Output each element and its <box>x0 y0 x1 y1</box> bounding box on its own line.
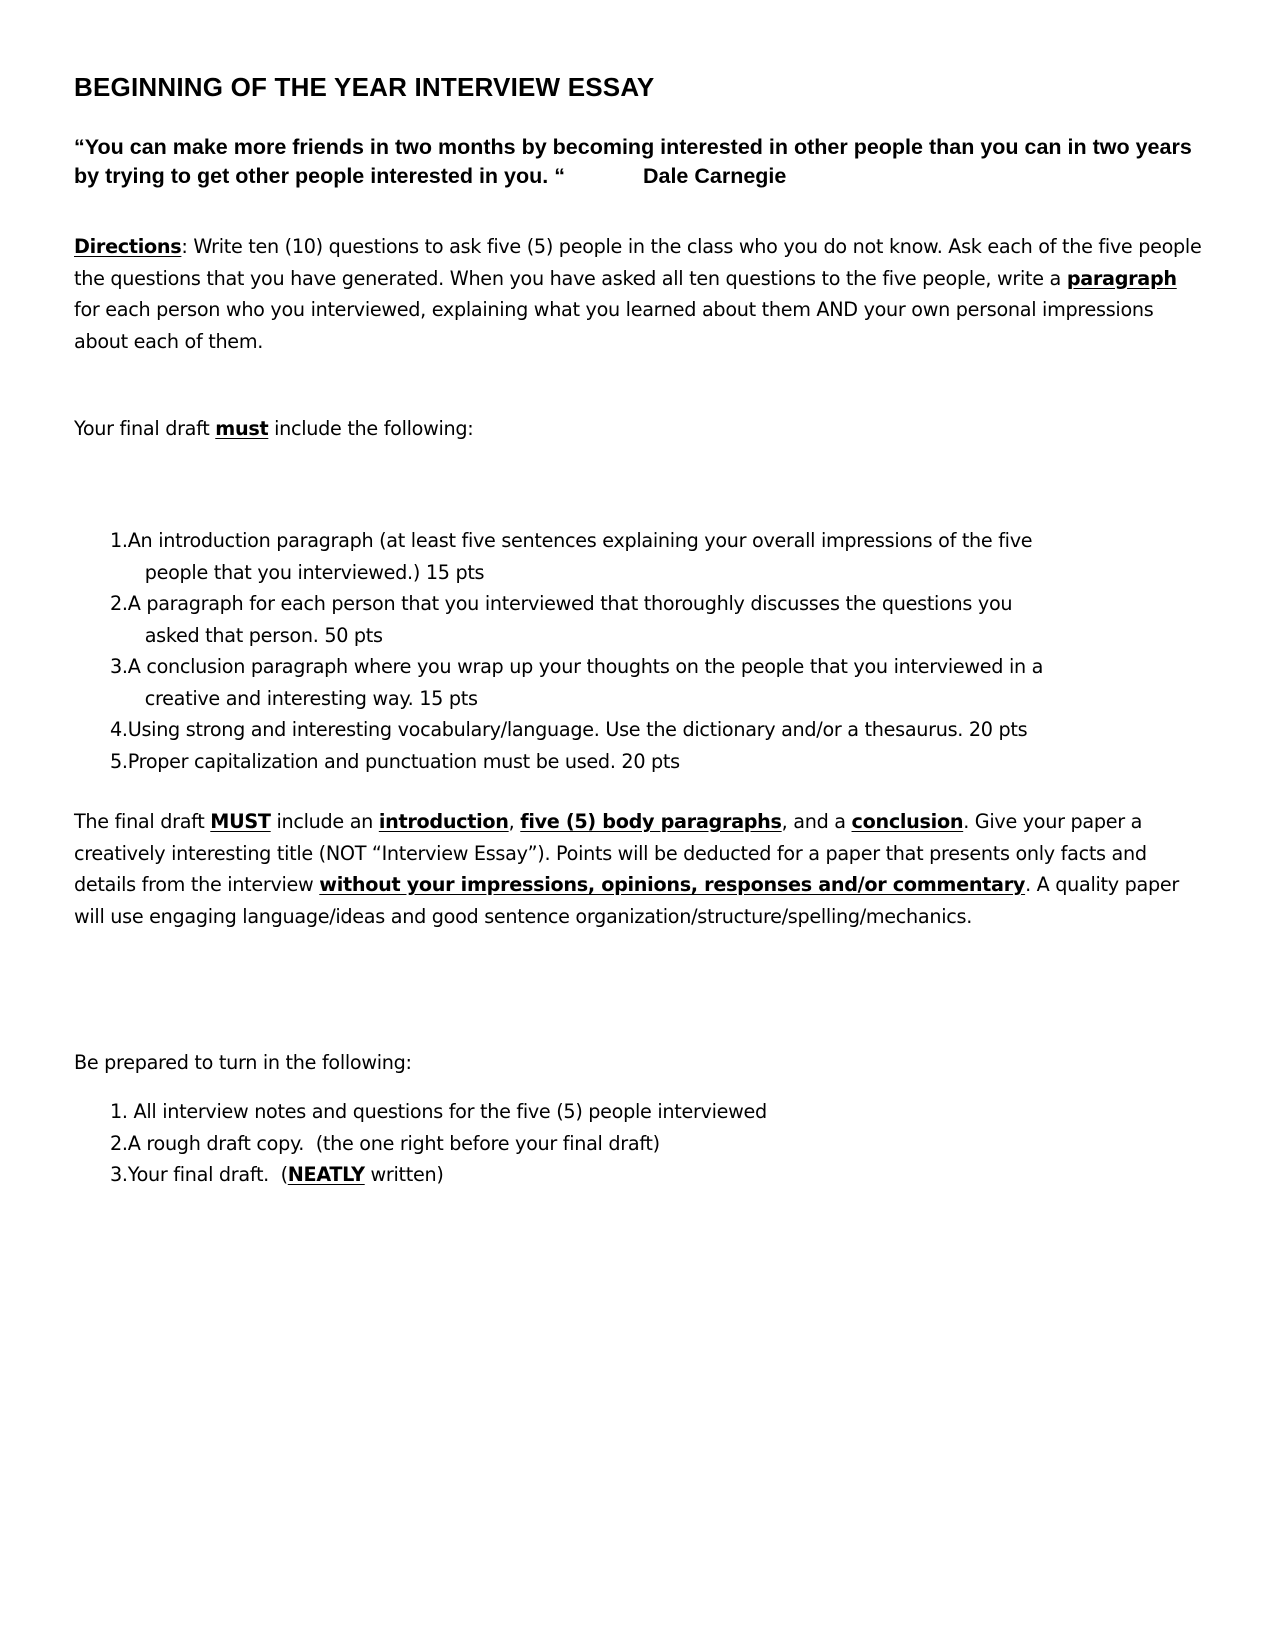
final-draft-paragraph <box>74 806 1204 932</box>
list-item-body <box>128 525 1210 588</box>
final-draft-emphasis-must: MUST <box>210 810 271 833</box>
list-item-text: Proper capitalization and punctuation must be used. 20 pts <box>127 749 680 773</box>
list-item <box>110 714 1210 746</box>
turn-in-list <box>110 1096 1110 1191</box>
list-item <box>110 1096 1110 1128</box>
list-item-number: 1. <box>110 529 128 552</box>
final-draft-intro-text-1: Your final draft <box>74 417 216 440</box>
final-draft-emphasis-conclusion: conclusion <box>851 810 964 833</box>
list-item <box>110 1159 1110 1191</box>
list-item-body <box>128 588 1210 651</box>
quote-author: Dale Carnegie <box>642 164 787 188</box>
list-item-number: 5. <box>110 749 128 773</box>
list-item-number: 3. <box>110 655 128 678</box>
list-item-emphasis: NEATLY <box>287 1163 365 1186</box>
final-draft-intro-emphasis: must <box>215 417 269 440</box>
list-item-text: All interview notes and questions for the five (5) people interviewed <box>133 1100 767 1123</box>
list-item-number: 3. <box>110 1163 128 1186</box>
turn-in-intro: Be prepared to turn in the following: <box>74 1051 412 1074</box>
document-title: BEGINNING OF THE YEAR INTERVIEW ESSAY <box>74 72 655 102</box>
list-item <box>110 588 1210 651</box>
final-draft-text-2: include an <box>270 810 379 833</box>
list-item-continuation: creative and interesting way. 15 pts <box>144 686 478 710</box>
list-item <box>110 525 1210 588</box>
final-draft-emphasis-without: without your impressions, opinions, responses and/or commentary <box>319 873 1026 896</box>
list-item <box>110 651 1210 714</box>
final-draft-text-5: . Give your paper a creatively interesting title (NOT “Interview Essay”). Points will be deducted for a paper that presents only facts and details from the interview <box>74 810 1147 896</box>
final-draft-emphasis-body-paragraphs: five (5) body paragraphs <box>520 810 782 833</box>
list-item <box>110 1128 1110 1160</box>
final-draft-text-3: , <box>508 810 521 833</box>
list-item-text-after: written) <box>364 1163 444 1186</box>
requirements-list <box>110 525 1210 777</box>
list-item-text: A conclusion paragraph where you wrap up your thoughts on the people that you interviewed in a <box>127 655 1044 678</box>
list-item-text: A rough draft copy. (the one right before your final draft) <box>127 1131 660 1155</box>
final-draft-text-1: The final draft <box>74 810 211 833</box>
final-draft-emphasis-introduction: introduction <box>378 810 509 833</box>
quote-text: “You can make more friends in two months by becoming interested in other people than you can in two years by trying to get other people interested in you. “ <box>74 135 1192 188</box>
list-item-text: Using strong and interesting vocabulary/language. Use the dictionary and/or a thesaurus. 20 pts <box>127 718 1028 741</box>
final-draft-text-6: . A quality paper will use engaging language/ideas and good sentence organization/structure/spelling/mechanics. <box>74 873 1179 928</box>
list-item <box>110 746 1210 778</box>
list-item-number: 1. <box>110 1100 134 1123</box>
list-item-number: 2. <box>110 592 128 615</box>
list-item-body <box>128 1159 444 1191</box>
directions-text-2: for each person who you interviewed, explaining what you learned about them AND your own personal impressions about each of them. <box>74 298 1154 353</box>
directions-label: Directions <box>74 235 182 258</box>
directions-paragraph <box>74 231 1204 357</box>
directions-text-1: : Write ten (10) questions to ask five (5) people in the class who you do not know. Ask each of the five people the questions that you have generated. When you have asked all ten questions to the five people, write a <box>74 235 1202 290</box>
list-item-continuation: asked that person. 50 pts <box>144 623 383 647</box>
list-item-text: A paragraph for each person that you interviewed that thoroughly discusses the questions you <box>127 592 1013 615</box>
directions-emphasis: paragraph <box>1066 266 1177 290</box>
list-item-number: 4. <box>110 718 128 741</box>
list-item-body <box>128 651 1210 714</box>
list-item-text: Your final draft. ( <box>127 1163 288 1186</box>
final-draft-intro <box>74 413 1204 445</box>
list-item-number: 2. <box>110 1131 128 1155</box>
final-draft-intro-text-2: include the following: <box>268 417 474 440</box>
final-draft-text-4: , and a <box>781 810 852 833</box>
list-item-text: An introduction paragraph (at least five sentences explaining your overall impressions of the five <box>127 529 1033 552</box>
epigraph-quote <box>74 133 1204 191</box>
list-item-continuation: people that you interviewed.) 15 pts <box>144 560 485 584</box>
